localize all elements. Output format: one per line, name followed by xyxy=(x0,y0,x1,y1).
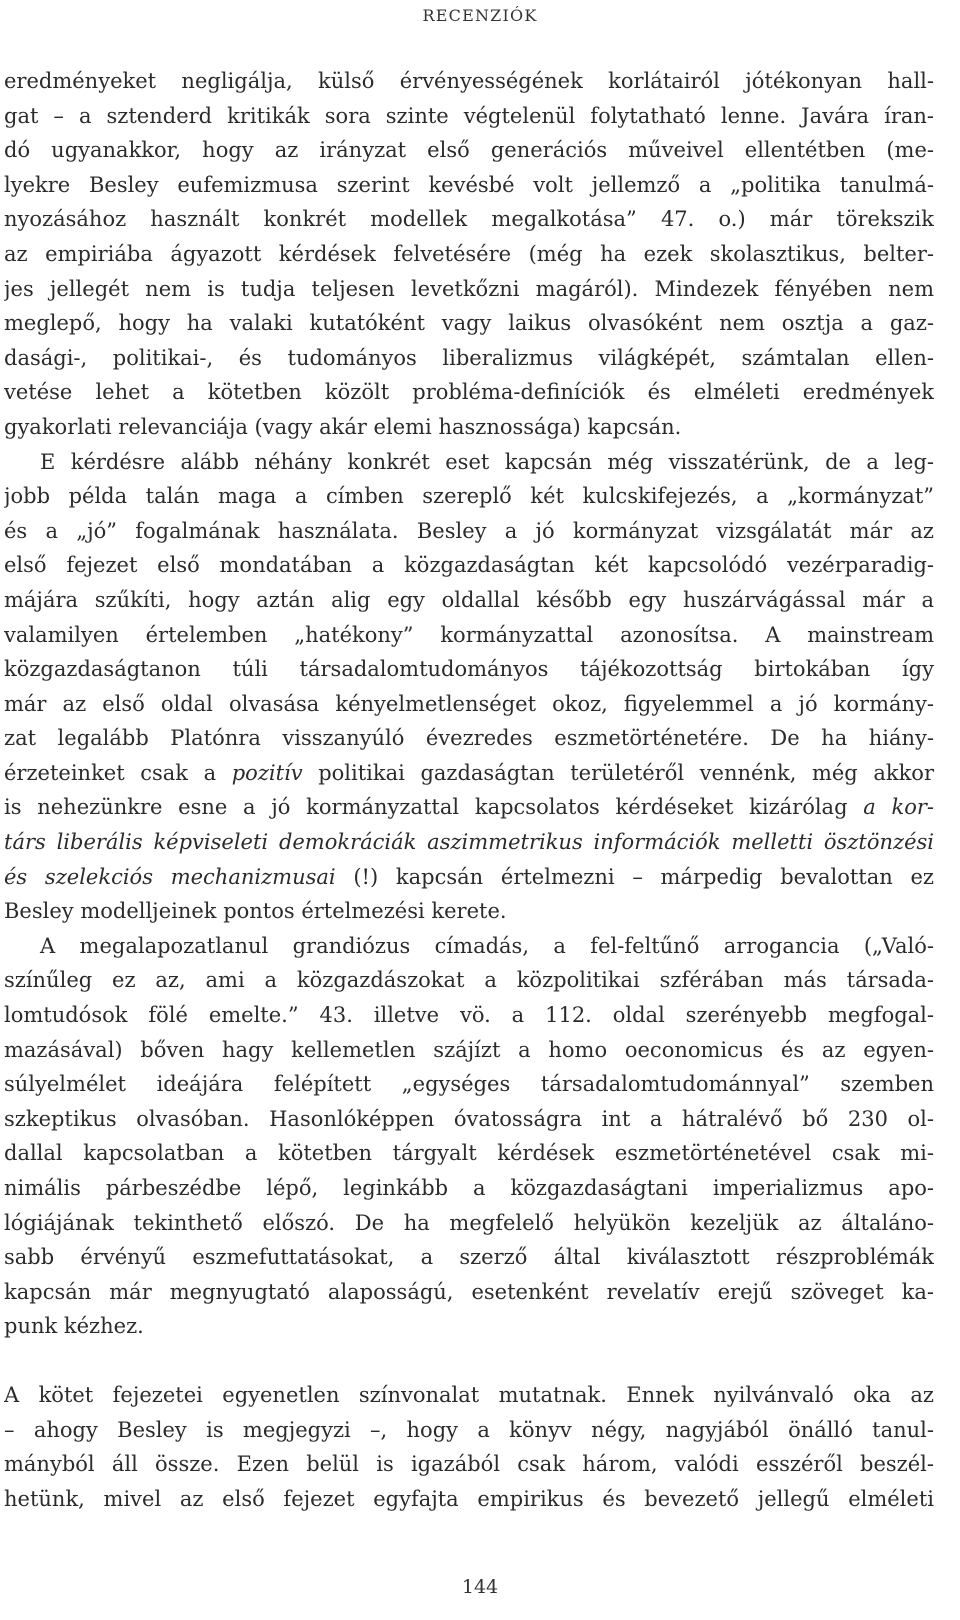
text-run: mazásával) bőven hagy kellemetlen szájízt a homo oeconomicus és az egyen- xyxy=(4,1037,934,1062)
text-run: gyakorlati relevanciája (vagy akár elemi hasznossága) kapcsán. xyxy=(4,414,682,439)
text-line xyxy=(4,618,934,653)
text-run: meglepő, hogy ha valaki kutatóként vagy laikus olvasóként nem osztja a gaz- xyxy=(4,311,934,336)
text-line xyxy=(4,64,934,99)
text-line xyxy=(4,1482,934,1517)
text-run: lomtudósok fölé emelte.” 43. illetve vö. a 112. oldal szerényebb megfogal- xyxy=(4,1003,934,1028)
text-line xyxy=(4,963,934,998)
body-text xyxy=(4,64,934,1516)
text-line xyxy=(4,1309,934,1344)
text-run: zat legalább Platónra visszanyúló évezredes eszmetörténetére. De ha hiány- xyxy=(4,726,934,751)
text-run: lógiájának tekinthető előszó. De ha megfelelő helyükön kezeljük az általáno- xyxy=(4,1210,934,1235)
text-line xyxy=(4,1413,934,1448)
text-line xyxy=(4,1033,934,1068)
text-run: szkeptikus olvasóban. Hasonlóképpen óvatosságra int a hátralévő bő 230 ol- xyxy=(4,1106,934,1131)
text-run: színűleg ez az, ami a közgazdászokat a közpolitikai szférában más társada- xyxy=(4,968,934,993)
text-line xyxy=(4,168,934,203)
text-line xyxy=(4,272,934,307)
text-line xyxy=(4,1102,934,1137)
text-run: dasági-, politikai-, és tudományos liberalizmus világképét, számtalan ellen- xyxy=(4,345,934,370)
text-run: valamilyen értelemben „hatékony” kormányzattal azonosítsa. A mainstream xyxy=(4,622,934,647)
text-run: májára szűkíti, hogy aztán alig egy oldallal később egy huszárvágással már a xyxy=(4,587,934,612)
text-run: első fejezet első mondatában a közgazdaságtan két kapcsolódó vezérparadig- xyxy=(4,553,934,578)
text-run: már az első oldal olvasása kényelmetlenséget okoz, figyelemmel a jó kormány- xyxy=(4,691,934,716)
text-run: gat – a sztenderd kritikák sora szinte végtelenül folytatható lenne. Javára íran- xyxy=(4,103,934,128)
text-line xyxy=(4,445,934,480)
text-line xyxy=(4,929,934,964)
text-line xyxy=(4,860,934,895)
text-line xyxy=(4,825,934,860)
text-run: Besley modelljeinek pontos értelmezési kerete. xyxy=(4,899,507,924)
text-line xyxy=(4,687,934,722)
text-line xyxy=(4,237,934,272)
text-run: az empiriába ágyazott kérdések felvetésére (még ha ezek skolasztikus, belter- xyxy=(4,241,934,266)
text-run: mányból áll össze. Ezen belül is igazából csak három, valódi esszéről beszél- xyxy=(4,1452,934,1477)
running-head: RECENZIÓK xyxy=(422,6,538,25)
text-run: (!) kapcsán értelmezni – márpedig bevalottan ez xyxy=(335,864,934,889)
text-line xyxy=(4,341,934,376)
text-line xyxy=(4,998,934,1033)
text-run: kapcsán már megnyugtató alaposságú, esetenként revelatív erejű szöveget ka- xyxy=(4,1279,934,1304)
text-line xyxy=(4,1171,934,1206)
text-line xyxy=(4,1378,934,1413)
text-run: nyozásához használt konkrét modellek megalkotása” 47. o.) már törekszik xyxy=(4,207,934,232)
text-run: eredményeket negligálja, külső érvényességének korlátairól jótékonyan hall- xyxy=(4,69,934,93)
text-run: lyekre Besley eufemizmusa szerint kevésbé volt jellemző a „politika tanulmá- xyxy=(4,172,934,197)
text-run: dó ugyanakkor, hogy az irányzat első generációs műveivel ellentétben (me- xyxy=(4,138,934,163)
italic-run: társ liberális képviseleti demokráciák aszimmetrikus információk melletti ösztönzési xyxy=(4,830,934,855)
text-run: súlyelmélet ideájára felépített „egységes társadalomtudománnyal” szemben xyxy=(4,1072,934,1097)
text-run: dallal kapcsolatban a kötetben tárgyalt kérdések eszmetörténetével csak mi- xyxy=(4,1141,934,1166)
text-run: és a „jó” fogalmának használata. Besley a jó kormányzat vizsgálatát már az xyxy=(4,518,934,543)
text-line xyxy=(4,99,934,134)
text-run: nimális párbeszédbe lépő, leginkább a közgazdaságtani imperializmus apo- xyxy=(4,1176,934,1200)
text-line xyxy=(4,133,934,168)
italic-run: és szelekciós mechanizmusai xyxy=(4,864,336,889)
text-line xyxy=(4,479,934,514)
text-line xyxy=(4,790,934,825)
text-line xyxy=(4,548,934,583)
text-run: sabb érvényű eszmefuttatásokat, a szerző által kiválasztott részproblémák xyxy=(4,1245,934,1270)
text-line xyxy=(4,202,934,237)
text-run: érzeteinket csak a xyxy=(4,760,232,785)
italic-run: a kor- xyxy=(863,795,934,820)
text-run: E kérdésre alább néhány konkrét eset kapcsán még visszatérünk, de a leg- xyxy=(40,449,934,474)
page-number: 144 xyxy=(461,1576,499,1598)
text-run: punk kézhez. xyxy=(4,1314,144,1339)
text-line xyxy=(4,410,934,445)
text-line xyxy=(4,1067,934,1102)
text-run: A megalapozatlanul grandiózus címadás, a fel-feltűnő arrogancia („Való- xyxy=(40,933,934,958)
text-line xyxy=(4,1275,934,1310)
text-line xyxy=(4,375,934,410)
text-line xyxy=(4,583,934,618)
text-line xyxy=(4,306,934,341)
text-line xyxy=(4,652,934,687)
text-run: vetése lehet a kötetben közölt probléma-definíciók és elméleti eredmények xyxy=(4,380,934,405)
text-line xyxy=(4,894,934,929)
italic-run: pozitív xyxy=(231,760,303,785)
text-run: jes jellegét nem is tudja teljesen levetkőzni magáról). Mindezek fényében nem xyxy=(4,276,934,301)
text-run: is nehezünkre esne a jó kormányzattal kapcsolatos kérdéseket kizárólag xyxy=(4,795,864,820)
text-line xyxy=(4,1136,934,1171)
text-line xyxy=(4,1240,934,1275)
text-line xyxy=(4,721,934,756)
text-run: közgazdaságtanon túli társadalomtudományos tájékozottság birtokában így xyxy=(4,657,934,682)
text-line xyxy=(4,1447,934,1482)
text-line xyxy=(4,756,934,791)
text-run: – ahogy Besley is megjegyzi –, hogy a könyv négy, nagyjából önálló tanul- xyxy=(4,1417,934,1442)
text-run: A kötet fejezetei egyenetlen színvonalat mutatnak. Ennek nyilvánvaló oka az xyxy=(4,1382,934,1407)
text-line xyxy=(4,1206,934,1241)
text-line xyxy=(4,514,934,549)
text-run: hetünk, mivel az első fejezet egyfajta empirikus és bevezető jellegű elméleti xyxy=(4,1486,934,1511)
text-run: politikai gazdaságtan területéről vennénk, még akkor xyxy=(302,760,934,785)
text-run: jobb példa talán maga a címben szereplő két kulcskifejezés, a „kormányzat” xyxy=(4,484,934,509)
